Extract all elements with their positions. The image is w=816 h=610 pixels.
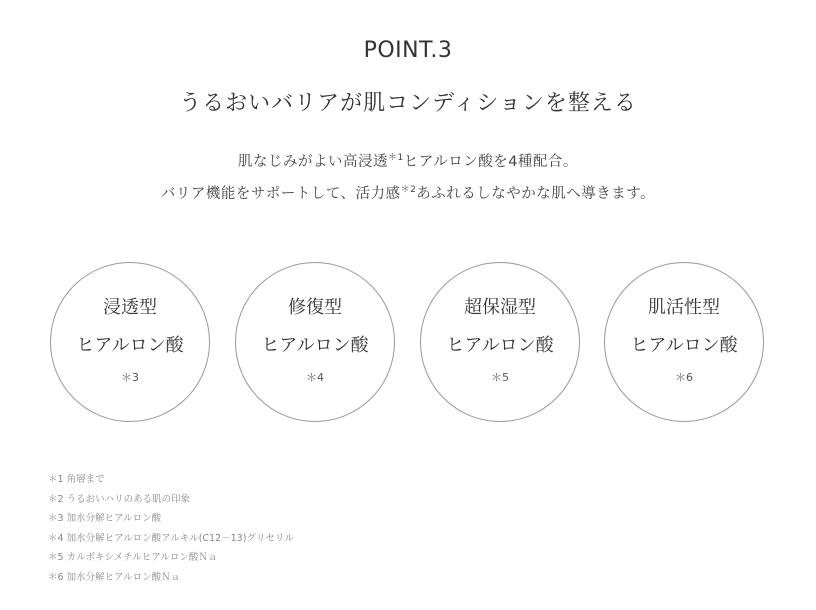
ingredient-footnote-marker: ＊5 [491,371,509,384]
description-line-1 [0,150,816,171]
ingredient-footnote-marker: ＊6 [675,371,693,384]
ingredient-type: 肌活性型 [648,297,720,318]
description-text: ヒアルロン酸を4種配合。 [403,154,578,170]
description-line-2 [0,182,816,203]
ingredient-name: ヒアルロン酸 [630,335,738,356]
ingredient-circle-penetrating [50,262,210,422]
footnote-marker: ＊2 [400,185,417,196]
ingredient-footnote-marker: ＊3 [121,371,139,384]
description-text: あふれるしなやかな肌へ導きます。 [416,186,656,202]
description-text: 肌なじみがよい高浸透 [238,154,389,170]
ingredient-type: 浸透型 [103,297,157,318]
footnote: ＊4 加水分解ヒアルロン酸アルキル(C12－13)グリセリル [48,532,294,544]
ingredient-circle-repair [235,262,395,422]
ingredient-type: 超保湿型 [464,297,536,318]
footnote-marker: ＊1 [388,153,404,164]
headline: うるおいバリアが肌コンディションを整える [179,91,637,116]
footnote: ＊1 角層まで [48,474,105,485]
footnote: ＊6 加水分解ヒアルロン酸Ｎａ [48,571,181,583]
footnotes [48,470,294,587]
ingredient-circle-skin-activating [604,262,764,422]
ingredient-footnote-marker: ＊4 [306,371,324,384]
ingredient-name: ヒアルロン酸 [446,335,554,356]
footnote: ＊5 カルボキシメチルヒアルロン酸Ｎａ [48,552,218,563]
footnote: ＊2 うるおいハリのある肌の印象 [48,493,191,505]
ingredient-circle-super-moisture [420,262,580,422]
ingredient-name: ヒアルロン酸 [76,335,184,356]
description-text: バリア機能をサポートして、活力感 [160,186,401,202]
ingredient-name: ヒアルロン酸 [261,335,369,356]
point-label: POINT.3 [363,38,453,63]
ingredient-type: 修復型 [288,297,342,318]
footnote: ＊3 加水分解ヒアルロン酸 [48,513,162,524]
